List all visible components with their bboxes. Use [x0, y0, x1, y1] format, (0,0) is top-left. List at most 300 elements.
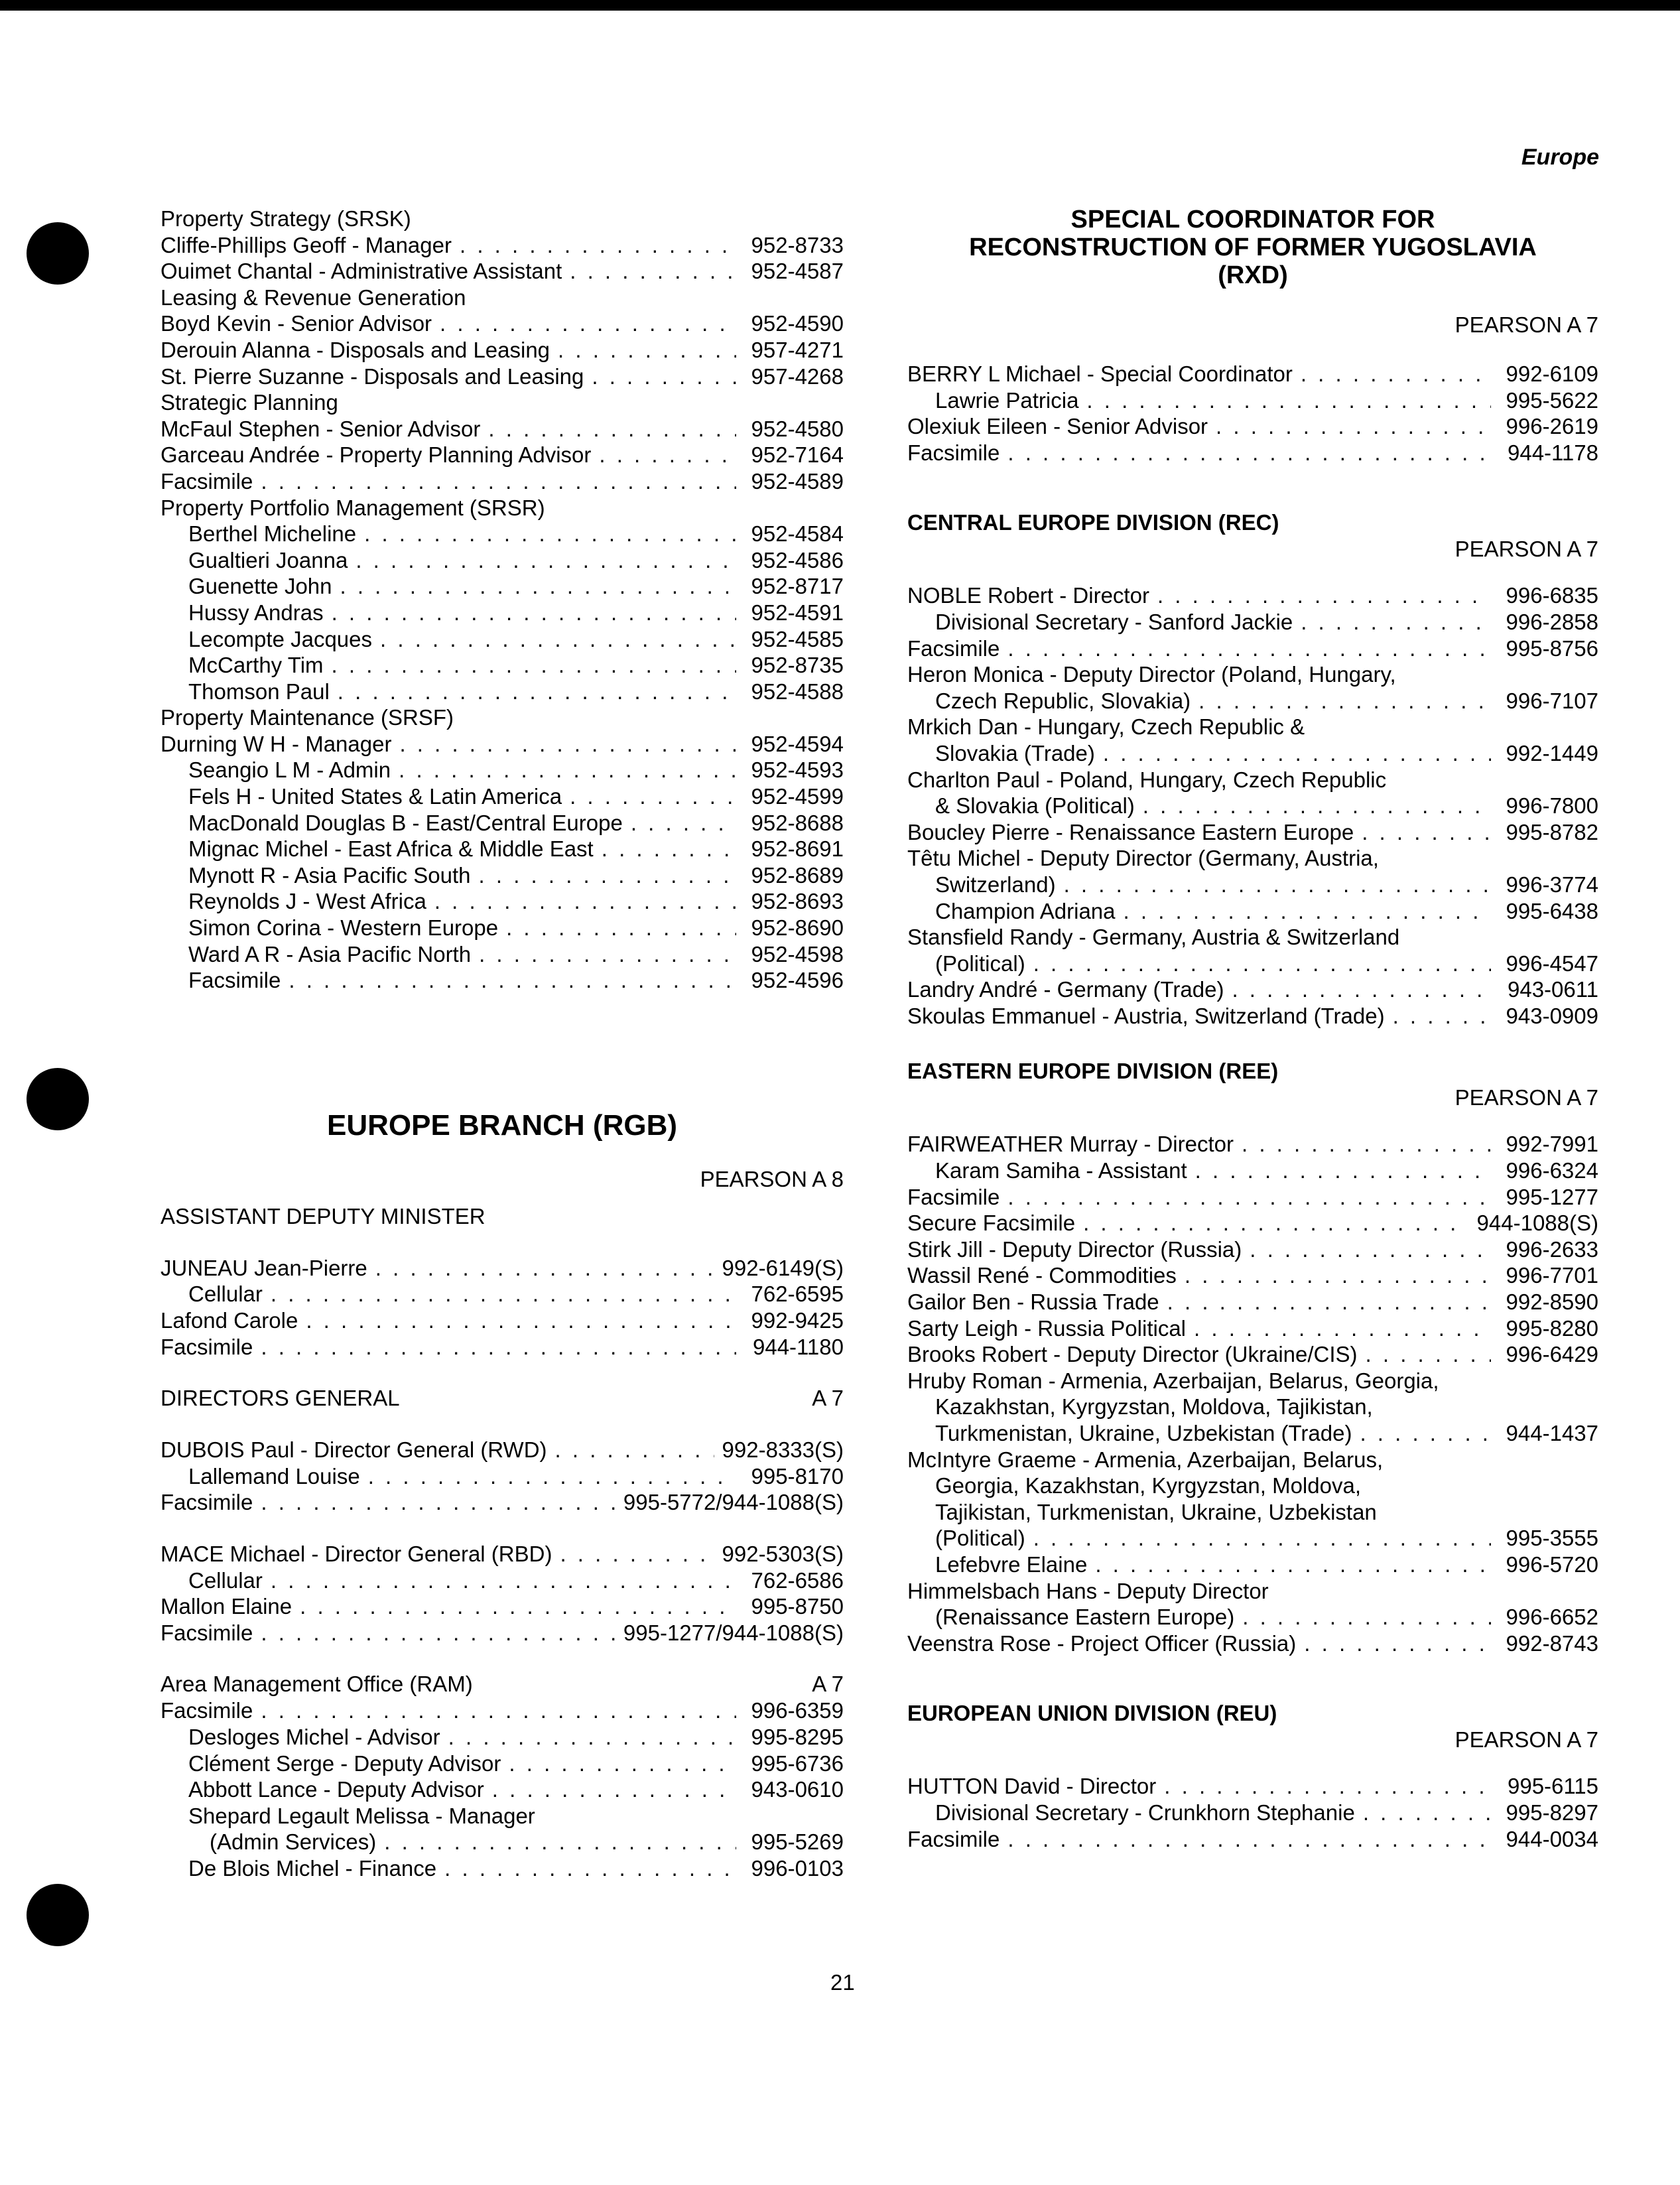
entry-phone: 952-4594 [751, 731, 844, 756]
entry-phone: 996-2619 [1506, 414, 1598, 439]
entry-name: Seangio L M - Admin [188, 758, 391, 783]
entry-phone: 952-4596 [751, 968, 844, 993]
entry-name: Reynolds J - West Africa [188, 889, 426, 914]
dot-leader [492, 1776, 736, 1803]
rxd-title-line1: SPECIAL COORDINATOR FOR [1070, 206, 1435, 233]
directory-entry [907, 714, 1598, 740]
dot-leader [1143, 793, 1491, 819]
directory-entry [161, 810, 844, 836]
directory-entry [161, 442, 844, 468]
entry-phone: 996-6429 [1506, 1342, 1598, 1367]
directory-entry [161, 495, 844, 521]
entry-phone: 996-6652 [1506, 1605, 1598, 1630]
directory-entry [161, 704, 844, 731]
dot-leader [1198, 688, 1491, 714]
dot-leader [1007, 1184, 1491, 1211]
entry-name: Slovakia (Trade) [935, 740, 1095, 765]
dot-leader [1216, 413, 1491, 440]
entry-name: Secure Facsimile [907, 1211, 1076, 1236]
entry-phone: 952-4599 [751, 784, 844, 809]
entry-phone: 995-8297 [1506, 1800, 1598, 1825]
directory-entry [907, 688, 1598, 714]
entry-name: Georgia, Kazakhstan, Kyrgyzstan, Moldova, [935, 1473, 1361, 1498]
dot-leader [1194, 1315, 1491, 1342]
ram-heading-row [161, 1671, 844, 1697]
dot-leader [355, 547, 736, 574]
directory-entry [161, 364, 844, 390]
directory-entry [161, 1776, 844, 1803]
entry-phone: 944-1180 [752, 1334, 844, 1359]
directory-entry [161, 1489, 844, 1516]
left-column [161, 206, 844, 1882]
directory-entry [161, 1724, 844, 1751]
entry-phone: 995-6115 [1507, 1774, 1598, 1799]
directory-entry [907, 1158, 1598, 1184]
dot-leader [289, 967, 736, 994]
directory-entry [907, 361, 1598, 387]
dot-leader [1033, 1525, 1491, 1552]
entry-name: Heron Monica - Deputy Director (Poland, Hungary, [907, 662, 1396, 687]
directory-entry [907, 951, 1598, 977]
dot-leader [555, 1437, 714, 1463]
dot-leader [1363, 1800, 1491, 1826]
directory-entry [161, 731, 844, 758]
directory-entry [161, 652, 844, 679]
entry-name: DUBOIS Paul - Director General (RWD) [161, 1437, 547, 1463]
entry-name: Karam Samiha - Assistant [935, 1158, 1187, 1183]
entry-name: Facsimile [907, 440, 1000, 465]
directory-entry [907, 1184, 1598, 1211]
dot-leader [375, 1255, 714, 1282]
rxd-title-line2: RECONSTRUCTION OF FORMER YUGOSLAVIA [969, 233, 1537, 261]
entry-phone: 995-5622 [1506, 387, 1598, 413]
dot-leader [599, 442, 736, 468]
entry-phone: 995-5772/944-1088(S) [623, 1490, 844, 1515]
ree-list [907, 1131, 1598, 1656]
entry-phone: 952-4584 [751, 521, 844, 547]
dot-leader [399, 757, 736, 783]
dot-leader [1301, 361, 1491, 387]
entry-name: Facsimile [161, 468, 253, 494]
entry-phone: 996-4547 [1506, 951, 1598, 976]
dot-leader [1007, 1826, 1491, 1853]
dot-leader [460, 232, 736, 259]
entry-phone: 995-8280 [1506, 1315, 1598, 1341]
entry-name: Cellular [188, 1282, 263, 1307]
directory-entry [161, 547, 844, 574]
scan-top-border [0, 0, 1680, 11]
entry-name: JUNEAU Jean-Pierre [161, 1255, 367, 1280]
entry-name: Stansfield Randy - Germany, Austria & Switzerland [907, 925, 1400, 950]
entry-phone: 762-6586 [751, 1567, 844, 1593]
dot-leader [1232, 976, 1491, 1003]
directory-entry [161, 258, 844, 285]
entry-phone: 995-8782 [1506, 819, 1598, 844]
entry-name: Fels H - United States & Latin America [188, 784, 562, 809]
binder-hole [27, 1068, 89, 1130]
dot-leader [592, 364, 736, 390]
directory-entry [907, 1394, 1598, 1420]
entry-name: Olexiuk Eileen - Senior Advisor [907, 414, 1208, 439]
entry-phone: 952-8693 [751, 889, 844, 914]
directory-entry [161, 1255, 844, 1282]
entry-phone: 943-0611 [1507, 977, 1598, 1002]
directory-entry [907, 1341, 1598, 1368]
dot-leader [399, 731, 736, 758]
dot-leader [1083, 1210, 1468, 1236]
directory-entry [161, 1281, 844, 1307]
entry-name: Mynott R - Asia Pacific South [188, 862, 471, 888]
directory-entry [907, 793, 1598, 819]
dot-leader [509, 1751, 736, 1777]
directory-entry [907, 1800, 1598, 1826]
dot-leader [261, 1697, 736, 1724]
entry-phone: 992-7991 [1506, 1132, 1598, 1157]
dot-leader [1366, 1341, 1491, 1368]
entry-name: McCarthy Tim [188, 653, 324, 678]
directory-entry [161, 915, 844, 941]
directory-entry [161, 626, 844, 653]
directory-entry [161, 783, 844, 810]
right-column [907, 206, 1598, 1852]
dot-leader [488, 416, 736, 442]
directory-entry [161, 757, 844, 783]
directory-entry [907, 872, 1598, 898]
entry-phone: 762-6595 [751, 1282, 844, 1307]
entry-name: Hussy Andras [188, 600, 324, 625]
directory-entry [907, 819, 1598, 846]
entry-name: Sarty Leigh - Russia Political [907, 1315, 1187, 1341]
directory-entry [161, 337, 844, 364]
entry-phone: 952-4580 [751, 416, 844, 441]
dot-leader [261, 1489, 615, 1516]
reu-location: PEARSON A 7 [1454, 1727, 1598, 1753]
entry-phone: 992-6149(S) [722, 1255, 844, 1280]
dot-leader [558, 337, 736, 364]
entry-phone: 952-4593 [751, 758, 844, 783]
entry-phone: 996-0103 [751, 1855, 844, 1881]
dot-leader [1086, 387, 1491, 414]
dot-leader [570, 783, 736, 810]
directory-entry [907, 1525, 1598, 1552]
directory-entry [907, 1447, 1598, 1473]
dot-leader [1124, 898, 1491, 925]
entry-name: Durning W H - Manager [161, 731, 392, 756]
entry-phone: 952-4586 [751, 547, 844, 572]
dot-leader [368, 1463, 736, 1490]
entry-name: Facsimile [907, 1184, 1000, 1209]
entry-phone: 992-1449 [1506, 740, 1598, 765]
dot-leader [1007, 635, 1491, 662]
entry-phone: 996-6835 [1506, 583, 1598, 608]
entry-name: Gailor Ben - Russia Trade [907, 1290, 1159, 1315]
directory-entry [907, 767, 1598, 793]
dot-leader [479, 862, 736, 889]
entry-name: Ward A R - Asia Pacific North [188, 941, 472, 966]
dot-leader [1007, 440, 1491, 466]
directory-entry [907, 1289, 1598, 1315]
entry-name: Lawrie Patricia [935, 387, 1079, 413]
directory-entry [907, 413, 1598, 440]
entry-phone: 952-7164 [751, 442, 844, 468]
entry-name: Lallemand Louise [188, 1463, 360, 1489]
directory-entry [161, 862, 844, 889]
dot-leader [306, 1307, 736, 1334]
dot-leader [440, 310, 736, 337]
directory-entry [161, 285, 844, 311]
directory-entry [161, 679, 844, 705]
entry-name: Skoulas Emmanuel - Austria, Switzerland (Trade) [907, 1003, 1385, 1028]
dot-leader [434, 888, 736, 915]
dot-leader [602, 836, 736, 862]
entry-name: Mignac Michel - East Africa & Middle East [188, 836, 594, 862]
entry-name: Property Maintenance (SRSF) [161, 705, 454, 730]
entry-phone: 992-5303(S) [722, 1541, 844, 1566]
dot-leader [364, 521, 736, 547]
europe-branch-title: EUROPE BRANCH (RGB) [327, 1108, 677, 1142]
directory-entry [907, 1368, 1598, 1394]
entry-phone: 995-8295 [751, 1724, 844, 1749]
dot-leader [1393, 1003, 1491, 1029]
directory-entry [907, 1499, 1598, 1526]
entry-name: Landry André - Germany (Trade) [907, 977, 1224, 1002]
dot-leader [1360, 1420, 1491, 1447]
entry-name: Cliffe-Phillips Geoff - Manager [161, 232, 452, 257]
entry-name: HUTTON David - Director [907, 1774, 1157, 1799]
directory-entry [161, 1829, 844, 1855]
entry-name: MacDonald Douglas B - East/Central Europe [188, 810, 623, 835]
directory-entry [907, 1604, 1598, 1630]
rec-list [907, 582, 1598, 1029]
entry-phone: 952-4589 [751, 468, 844, 494]
directory-entry [161, 232, 844, 259]
entry-name: Facsimile [161, 1620, 253, 1645]
ree-location: PEARSON A 7 [1454, 1085, 1598, 1110]
entry-name: (Political) [935, 1526, 1025, 1551]
directory-entry [907, 1473, 1598, 1499]
ram-heading: Area Management Office (RAM) [161, 1672, 473, 1697]
dg-heading: DIRECTORS GENERAL [161, 1386, 400, 1411]
entry-name: Czech Republic, Slovakia) [935, 688, 1191, 713]
entry-phone: 957-4268 [751, 364, 844, 389]
directory-entry [161, 310, 844, 337]
entry-name: Lecompte Jacques [188, 626, 373, 651]
ree-title: EASTERN EUROPE DIVISION (REE) [907, 1059, 1279, 1084]
entry-name: Leasing & Revenue Generation [161, 285, 466, 310]
entry-phone: 995-8170 [751, 1463, 844, 1489]
entry-phone: 996-6324 [1506, 1158, 1598, 1183]
rxd-title-line3: (RXD) [1218, 261, 1288, 289]
entry-phone: 995-6736 [751, 1751, 844, 1776]
directory-entry [907, 1420, 1598, 1447]
entry-phone: 943-0610 [751, 1777, 844, 1802]
directory-entry [907, 1552, 1598, 1578]
directory-entry [161, 1697, 844, 1724]
page-number: 21 [830, 1970, 855, 1995]
dot-leader [1033, 951, 1491, 977]
directory-entry [907, 387, 1598, 414]
entry-name: NOBLE Robert - Director [907, 583, 1149, 608]
dot-leader [560, 1541, 714, 1567]
dot-leader [1167, 1289, 1491, 1315]
rxd-title [907, 206, 1598, 289]
dot-leader [448, 1724, 736, 1751]
dot-leader [271, 1281, 736, 1307]
directory-entry [161, 1437, 844, 1463]
entry-name: Property Portfolio Management (SRSR) [161, 495, 545, 520]
entry-name: Facsimile [161, 1490, 253, 1515]
reu-list [907, 1773, 1598, 1852]
rxd-list [907, 361, 1598, 466]
dot-leader [332, 652, 736, 679]
directory-entry [161, 1307, 844, 1334]
entry-phone: 995-8756 [1506, 635, 1598, 661]
directory-entry [907, 1630, 1598, 1657]
entry-phone: 996-2858 [1506, 609, 1598, 634]
entry-phone: 957-4271 [751, 337, 844, 362]
dot-leader [1301, 609, 1491, 635]
binder-hole [27, 222, 89, 285]
entry-phone: 992-8743 [1506, 1630, 1598, 1656]
entry-phone: 995-5269 [751, 1829, 844, 1855]
directory-entry [161, 416, 844, 442]
entry-name: FAIRWEATHER Murray - Director [907, 1132, 1234, 1157]
directory-entry [161, 1855, 844, 1882]
directory-entry [161, 206, 844, 232]
directory-entry [161, 1334, 844, 1360]
entry-name: Hruby Roman - Armenia, Azerbaijan, Belarus, Georgia, [907, 1368, 1439, 1393]
dot-leader [1185, 1262, 1491, 1289]
directory-entry [907, 924, 1598, 951]
dot-leader [1242, 1604, 1491, 1630]
dot-leader [1164, 1773, 1491, 1800]
directory-entry [161, 941, 844, 968]
entry-phone: 952-4591 [751, 600, 844, 625]
directory-entry [161, 1541, 844, 1567]
directory-entry [907, 1315, 1598, 1342]
directory-entry [161, 1620, 844, 1646]
property-list [161, 206, 844, 994]
entry-phone: 995-1277/944-1088(S) [623, 1620, 844, 1645]
directory-entry [161, 967, 844, 994]
dot-leader [570, 258, 736, 285]
dot-leader [444, 1855, 736, 1882]
entry-name: Brooks Robert - Deputy Director (Ukraine/CIS) [907, 1342, 1358, 1367]
directory-entry [161, 1593, 844, 1620]
directory-entry [161, 573, 844, 600]
entry-phone: 996-3774 [1506, 872, 1598, 897]
rxd-location: PEARSON A 7 [1454, 312, 1598, 337]
directory-entry [907, 1236, 1598, 1263]
dg-heading-row [161, 1385, 844, 1412]
directory-entry [907, 1131, 1598, 1158]
entry-name: Facsimile [161, 1334, 253, 1359]
entry-phone: 943-0909 [1506, 1003, 1598, 1028]
entry-name: Gualtieri Joanna [188, 547, 348, 572]
dot-leader [1157, 582, 1491, 609]
ram-location: A 7 [812, 1672, 844, 1697]
dot-leader [332, 600, 736, 626]
entry-name: Facsimile [907, 1826, 1000, 1851]
entry-phone: 992-6109 [1506, 362, 1598, 386]
entry-name: Mallon Elaine [161, 1594, 292, 1619]
adm-list [161, 1255, 844, 1360]
entry-phone: 952-8717 [751, 574, 844, 599]
directory-entry [161, 888, 844, 915]
entry-phone: 952-8735 [751, 653, 844, 678]
entry-phone: 992-8333(S) [722, 1437, 844, 1463]
running-header: Europe [1521, 145, 1599, 170]
directory-entry [907, 1003, 1598, 1029]
dot-leader [340, 573, 737, 600]
directory-entry [907, 609, 1598, 635]
entry-name: Tajikistan, Turkmenistan, Ukraine, Uzbekistan [935, 1499, 1377, 1524]
entry-name: Ouimet Chantal - Administrative Assistant [161, 259, 562, 284]
dot-leader [631, 810, 736, 836]
entry-phone: 995-3555 [1506, 1526, 1598, 1551]
entry-name: Guenette John [188, 574, 332, 599]
dg2-list [161, 1541, 844, 1646]
entry-phone: 996-6359 [751, 1698, 844, 1723]
entry-name: Turkmenistan, Ukraine, Uzbekistan (Trade) [935, 1421, 1352, 1445]
dot-leader [1103, 740, 1491, 767]
entry-name: Derouin Alanna - Disposals and Leasing [161, 337, 550, 362]
dot-leader [261, 468, 736, 495]
entry-phone: 952-8691 [751, 836, 844, 862]
entry-phone: 995-8750 [751, 1594, 844, 1619]
entry-name: Lefebvre Elaine [935, 1552, 1088, 1577]
dot-leader [380, 626, 736, 653]
entry-name: Boucley Pierre - Renaissance Eastern Europe [907, 819, 1354, 844]
entry-phone: 944-1437 [1506, 1421, 1598, 1445]
entry-name: Veenstra Rose - Project Officer (Russia) [907, 1630, 1297, 1656]
entry-name: Divisional Secretary - Sanford Jackie [935, 609, 1293, 634]
dot-leader [1242, 1131, 1491, 1158]
directory-entry [907, 898, 1598, 925]
entry-phone: 996-5720 [1506, 1552, 1598, 1577]
entry-name: St. Pierre Suzanne - Disposals and Leasing [161, 364, 584, 389]
reu-title: EUROPEAN UNION DIVISION (REU) [907, 1701, 1277, 1726]
entry-name: Berthel Micheline [188, 521, 357, 547]
entry-phone: 992-8590 [1506, 1290, 1598, 1315]
entry-name: Himmelsbach Hans - Deputy Director [907, 1578, 1269, 1603]
entry-name: MACE Michael - Director General (RBD) [161, 1541, 552, 1566]
entry-name: Strategic Planning [161, 390, 338, 415]
entry-name: Divisional Secretary - Crunkhorn Stephanie [935, 1800, 1355, 1825]
entry-name: Wassil René - Commodities [907, 1263, 1177, 1288]
dot-leader [1095, 1552, 1491, 1578]
entry-name: Facsimile [907, 635, 1000, 661]
entry-name: (Admin Services) [210, 1829, 377, 1855]
entry-name: Champion Adriana [935, 898, 1116, 923]
entry-phone: 996-2633 [1506, 1236, 1598, 1262]
dot-leader [1250, 1236, 1491, 1263]
directory-entry [161, 1463, 844, 1490]
entry-name: (Political) [935, 951, 1025, 976]
entry-name: Cellular [188, 1567, 263, 1593]
entry-name: & Slovakia (Political) [935, 793, 1135, 819]
directory-entry [907, 1773, 1598, 1800]
directory-entry [161, 468, 844, 495]
entry-phone: 996-7701 [1506, 1263, 1598, 1288]
dot-leader [506, 915, 736, 941]
entry-phone: 992-9425 [751, 1308, 844, 1333]
dot-leader [1304, 1630, 1491, 1657]
entry-name: Thomson Paul [188, 679, 330, 704]
entry-name: Lafond Carole [161, 1308, 298, 1333]
directory-entry [161, 389, 844, 416]
entry-phone: 952-8733 [751, 232, 844, 257]
